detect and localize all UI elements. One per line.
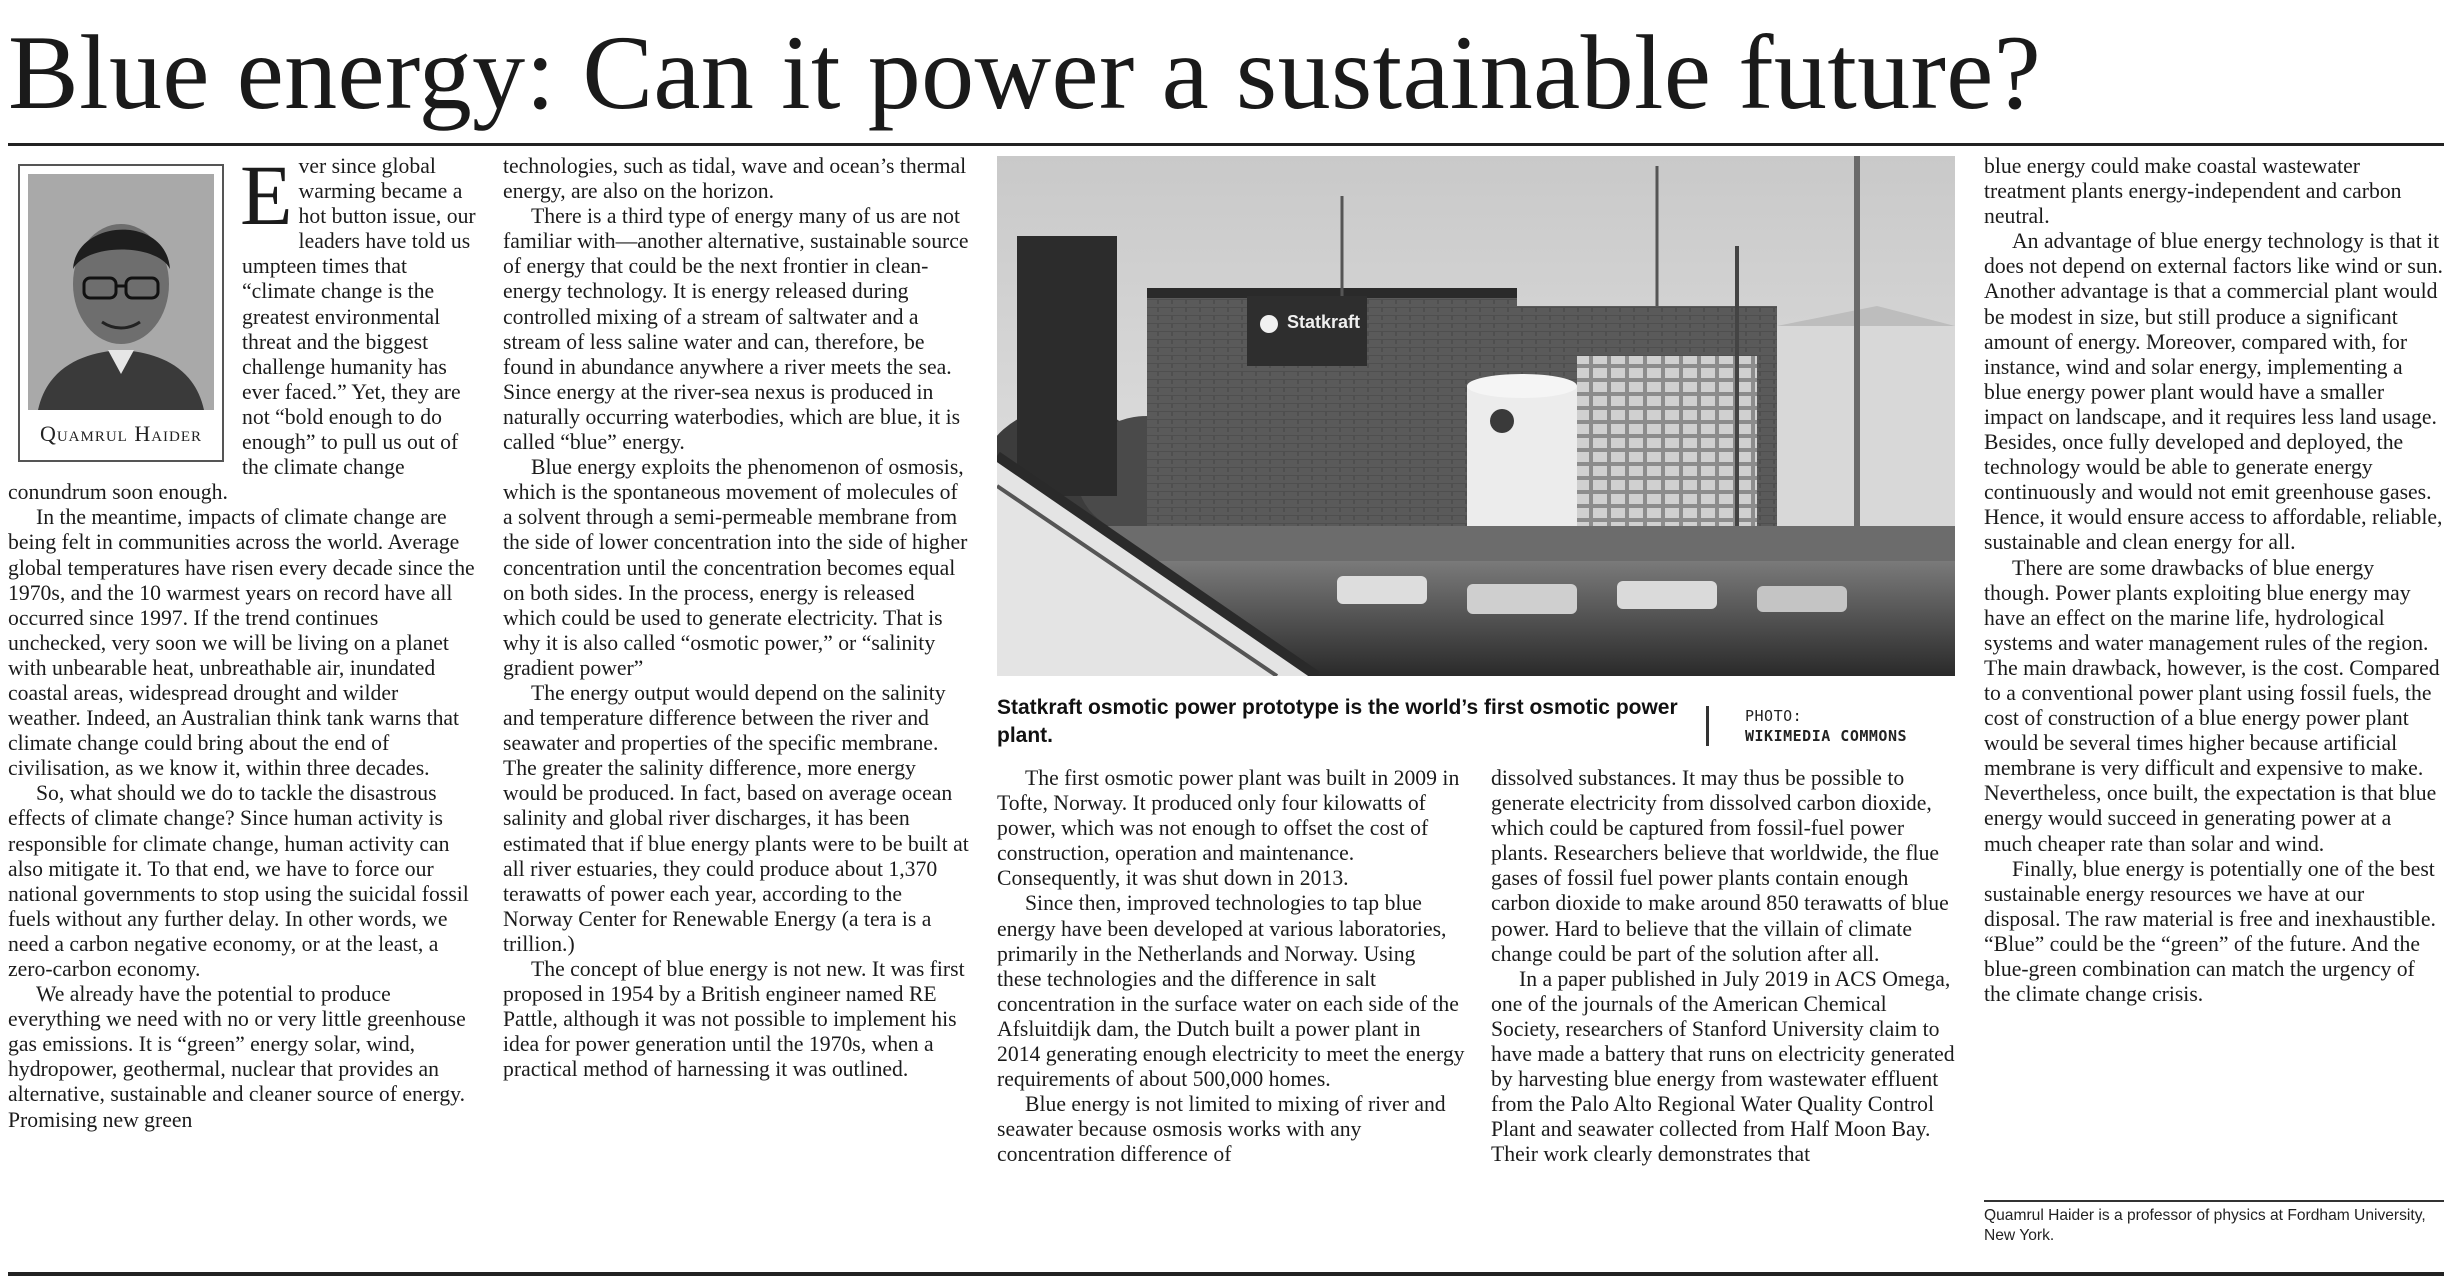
paragraph: Finally, blue energy is potentially one of the best sustainable energy resources we have at our disposal. The raw material is free and inexhaustible. “Blue” could be the “green” of the future. And the blue-green combination can match the urgency of the climate change crisis. [1984, 856, 2436, 1007]
article-column-1 [8, 154, 476, 1262]
paragraph: The energy output would depend on the salinity and temperature difference between the river and seawater and properties of the specific membrane. The greater the salinity difference, more energy would be produced. In fact, based on average ocean salinity and global river discharges, it has been estimated that if blue energy plants were to be built at all river estuaries, they could produce about 1,370 terawatts of power each year, according to the Norway Center for Renewable Energy (a tera is a trillion.) [503, 680, 969, 956]
article-column-4 [1491, 766, 1959, 1262]
paragraph: In the meantime, impacts of climate change are being felt in communities across the world. Average global temperatures have risen every decade since the 1970s, and the 10 warmest years on record have all occurred since 1997. If the trend continues unchecked, very soon we will be living on a planet with unbearable heat, unbreathable air, inundated coastal areas, widespread drought and wilder weather. Indeed, an Australian think tank warns that climate change could bring about the end of civilisation, as we know it, within three decades. [8, 505, 475, 781]
bottom-rule [8, 1272, 2444, 1276]
photo-caption: Statkraft osmotic power prototype is the world’s first osmotic power plant. [997, 696, 1678, 747]
article-column-3 [997, 766, 1465, 1262]
photo-credit-label: PHOTO: [1745, 707, 1803, 725]
headline: Blue energy: Can it power a sustainable future? [8, 14, 2042, 131]
author-photo [28, 174, 214, 410]
paragraph: The first osmotic power plant was built in 2009 in Tofte, Norway. It produced only four kilowatts of power, which was not enough to offset the cost of construction, operation and maintenance. Consequently, it was shut down in 2013. [997, 766, 1460, 891]
paragraph: Blue energy exploits the phenomenon of osmosis, which is the spontaneous movement of molecules of a solvent through a semi-permeable membrane from the side of lower concentration into the side of higher concentration until the concentration becomes equal on both sides. In the process, energy is released which could be used to generate electricity. That is why it is also called “osmotic power,” or “salinity gradient power” [503, 455, 968, 680]
headline-rule [8, 143, 2444, 146]
paragraph: In a paper published in July 2019 in ACS Omega, one of the journals of the American Chemical Society, researchers of Stanford University claim to have made a battery that runs on electricity generated by harvesting blue energy from wastewater effluent from the Palo Alto Regional Water Quality Control Plant and seawater collected from Half Moon Bay. Their work clearly demonstrates that [1491, 966, 1955, 1167]
paragraph: Blue energy is not limited to mixing of river and seawater because osmosis works with any concentration difference of [997, 1092, 1446, 1167]
photo-credit-source: WIKIMEDIA COMMONS [1745, 727, 1908, 745]
statkraft-sign: Statkraft [1287, 312, 1361, 332]
photo-credit [1706, 706, 1956, 746]
paragraph: blue energy could make coastal wastewater treatment plants energy-independent and carbon neutral. [1984, 154, 2402, 229]
paragraph: We already have the potential to produce everything we need with no or very little greenhouse gas emissions. It is “green” energy solar, wind, hydropower, geothermal, nuclear that provides an alternative, sustainable and cleaner source of energy. Promising new green [8, 982, 466, 1132]
article-column-5 [1984, 154, 2444, 1194]
paragraph: There are some drawbacks of blue energy though. Power plants exploiting blue energy may have an effect on the marine life, hydrological systems and water management rules of the region. The main drawback, however, is the cost. Compared to a conventional power plant using fossil fuels, the cost of construction of a blue energy power plant would be several times higher because artificial membrane is very difficult and expensive to make. Nevertheless, once built, the expectation is that blue energy would succeed in generating power at a much cheaper rate than solar and wind. [1984, 555, 2440, 856]
paragraph: dissolved substances. It may thus be possible to generate electricity from dissolved carbon dioxide, which could be captured from fossil-fuel power plants. Researchers believe that worldwide, the flue gases of fossil fuel power plants contain enough carbon dioxide to make around 850 terawatts of blue power. Hard to believe that the villain of climate change could be part of the solution after all. [1491, 766, 1949, 966]
paragraph: There is a third type of energy many of us are not familiar with—another alternative, sustainable source of energy that could be the next frontier in clean-energy technology. It is energy released during controlled mixing of a stream of saltwater and a stream of less saline water and can, therefore, be found in abundance anywhere a river meets the sea. Since energy at the river-sea nexus is produced in naturally occurring waterbodies, which are blue, it is called “blue” energy. [503, 204, 969, 455]
author-name: Quamrul Haider [39, 420, 203, 446]
paragraph: So, what should we do to tackle the disastrous effects of climate change? Since human activity is responsible for climate change, human activity can also mitigate it. To that end, we have to force our national governments to stop using the suicidal fossil fuels without any further delay. In other words, we need a carbon negative economy, or at the least, a zero-carbon economy. [8, 781, 469, 981]
article-column-2 [503, 154, 971, 1262]
paragraph: An advantage of blue energy technology is that it does not depend on external factors like wind or sun. Another advantage is that a commercial plant would be modest in size, but still produce a significant amount of energy. Moreover, compared with, for instance, wind and solar energy, implementing a blue energy power plant would have a smaller impact on landscape, and it requires less land usage. Besides, once fully developed and deployed, the technology would be able to generate energy continuously and would not emit greenhouse gases. Hence, it would ensure access to affordable, reliable, sustainable and clean energy for all. [1984, 229, 2443, 555]
paragraph: The concept of blue energy is not new. It was first proposed in 1954 by a British engineer named RE Pattle, although it was not possible to implement his idea for power generation until the 1970s, when a practical method of harnessing it was outlined. [503, 957, 965, 1082]
bio-rule [1984, 1200, 2444, 1202]
paragraph: Since then, improved technologies to tap blue energy have been developed at various laboratories, primarily in the Netherlands and Norway. Using these technologies and the difference in salt concentration in the surface water on each side of the Afsluitdijk dam, the Dutch built a power plant in 2014 generating enough electricity to meet the energy requirements of about 500,000 homes. [997, 891, 1465, 1092]
author-portrait [18, 164, 224, 462]
author-bio: Quamrul Haider is a professor of physics at Fordham University, New York. [1984, 1207, 2426, 1244]
power-plant-photo [997, 156, 1955, 676]
drop-cap: E [240, 154, 293, 243]
paragraph-text: ver since global warming became a hot button issue, our leaders have told us umpteen times that “climate change is the greatest environmental threat and the biggest challenge humanity has ever faced.” Yet, they are not “bold enough to do enough” to pull us out of the climate change conundrum soon enough. [8, 154, 476, 505]
paragraph: technologies, such as tidal, wave and ocean’s thermal energy, are also on the horizon. [503, 154, 967, 204]
